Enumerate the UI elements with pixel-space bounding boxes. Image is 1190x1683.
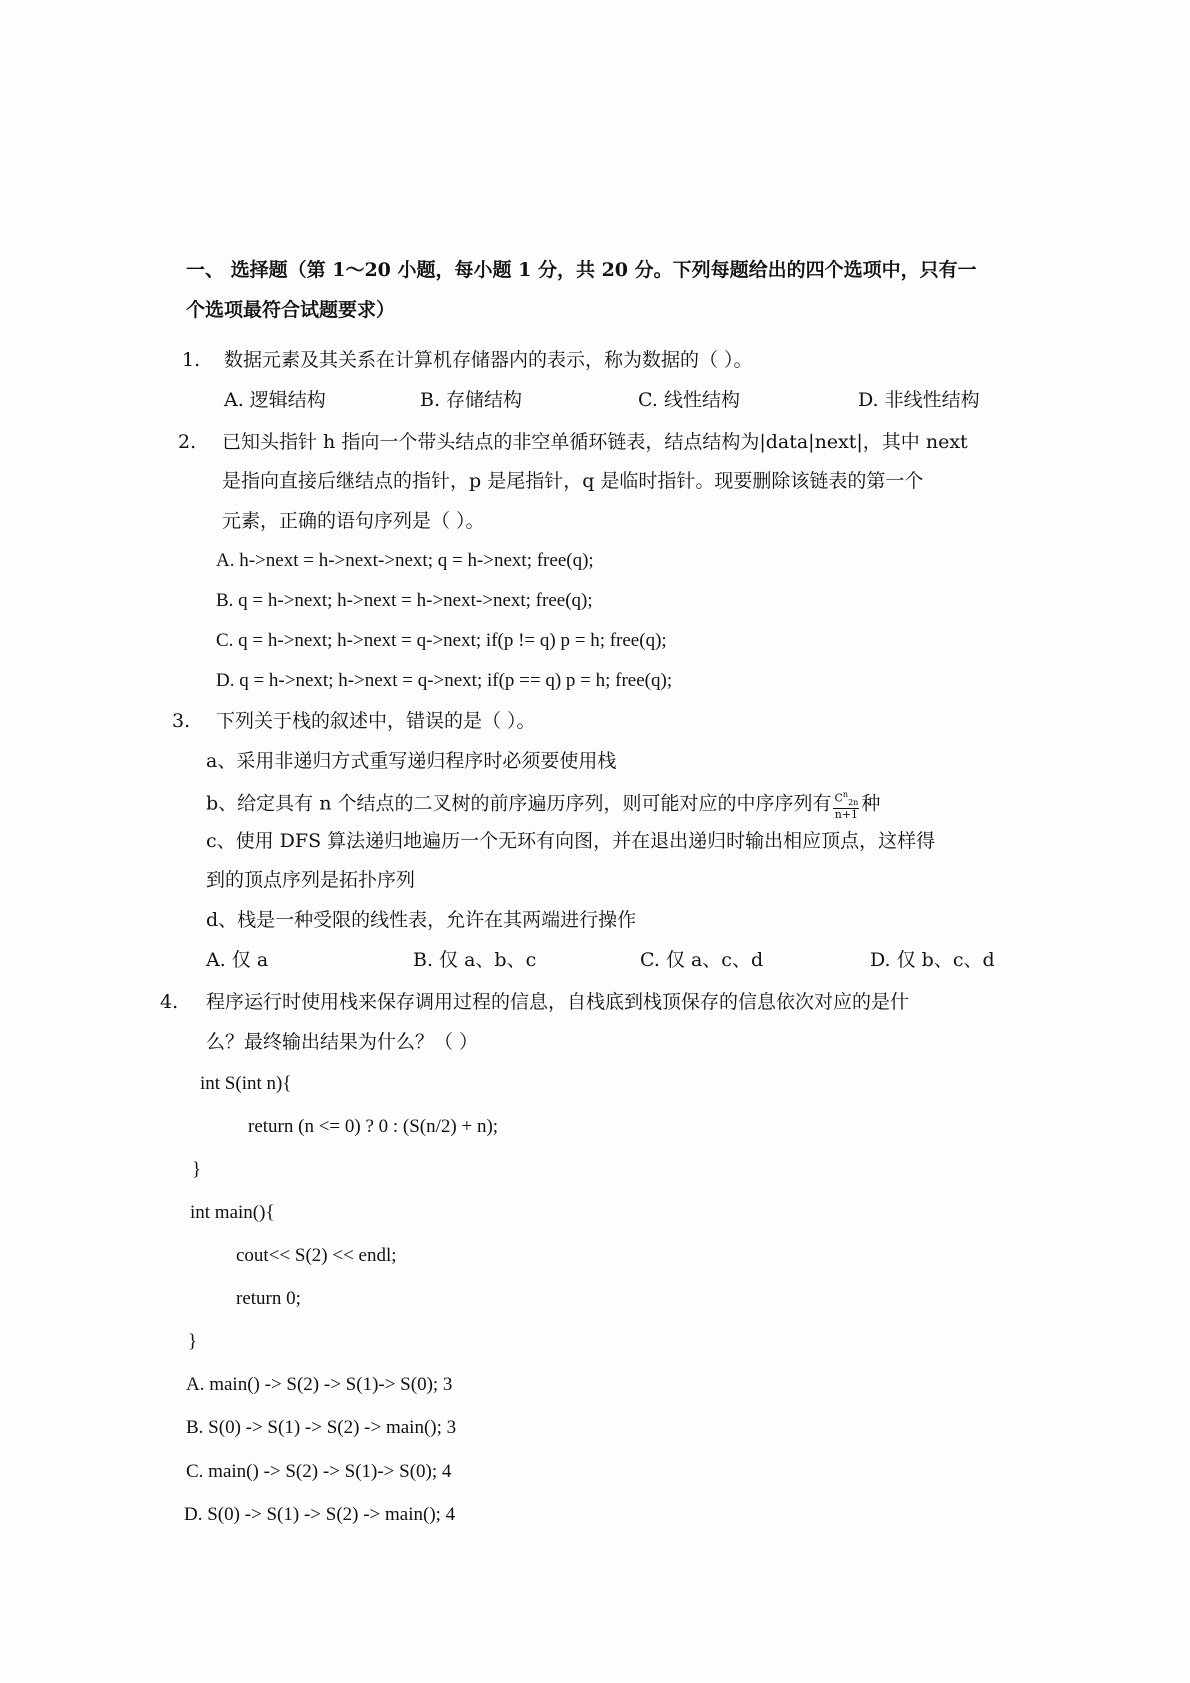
code-line: return (n <= 0) ? 0 : (S(n/2) + n);	[248, 1116, 499, 1137]
q3-option-b: B. 仅 a、b、c	[413, 949, 537, 971]
section-heading-line-1: 一、 选择题（第 1～20 小题，每小题 1 分，共 20 分。下列每题给出的四个选项中，只有一	[186, 259, 977, 281]
q3-item-b-prefix: b、给定具有 n 个结点的二叉树的前序遍历序列，则可能对应的中序序列有	[206, 792, 832, 815]
code-line: cout<< S(2) << endl;	[236, 1245, 397, 1266]
q2-option-a: A. h->next = h->next->next; q = h->next; free(q);	[216, 550, 594, 571]
q2-stem-line-3: 元素，正确的语句序列是（ ）。	[222, 510, 485, 532]
q4-option-a: A. main() -> S(2) -> S(1)-> S(0); 3	[186, 1374, 453, 1395]
q4-number: 4.	[160, 991, 179, 1013]
code-line: }	[192, 1159, 202, 1180]
frac-sub: 2n	[848, 797, 859, 807]
q3-item-b-suffix: 种	[861, 792, 881, 815]
q4-option-b: B. S(0) -> S(1) -> S(2) -> main(); 3	[186, 1417, 457, 1438]
q4-option-d: D. S(0) -> S(1) -> S(2) -> main(); 4	[184, 1504, 456, 1525]
q2-number: 2.	[178, 431, 197, 453]
code-line: return 0;	[236, 1288, 301, 1309]
q2-stem-line-2: 是指向直接后继结点的指针，p 是尾指针，q 是临时指针。现要删除该链表的第一个	[222, 470, 924, 492]
frac-denominator: n+1	[834, 807, 859, 821]
q4-stem-line-1: 程序运行时使用栈来保存调用过程的信息，自栈底到栈顶保存的信息依次对应的是什	[206, 991, 910, 1013]
q1-option-a: A. 逻辑结构	[224, 389, 326, 411]
binomial-fraction	[833, 789, 859, 820]
q3-item-c-line-1: c、使用 DFS 算法递归地遍历一个无环有向图，并在退出递归时输出相应顶点，这样得	[206, 830, 936, 852]
q3-option-a: A. 仅 a	[206, 949, 269, 971]
q3-number: 3.	[172, 710, 191, 732]
q1-number: 1.	[182, 349, 201, 371]
code-line: int S(int n){	[200, 1073, 292, 1094]
q2-option-c: C. q = h->next; h->next = q->next; if(p != q) p = h; free(q);	[216, 630, 667, 651]
q3-item-c-line-2: 到的顶点序列是拓扑序列	[206, 869, 416, 891]
frac-c: C	[834, 791, 843, 805]
q3-stem: 下列关于栈的叙述中，错误的是（ ）。	[216, 710, 536, 732]
q3-item-a: a、采用非递归方式重写递归程序时必须要使用栈	[206, 750, 617, 772]
q4-stem-line-2: 么？最终输出结果为什么？（ ）	[206, 1031, 479, 1053]
q4-option-c: C. main() -> S(2) -> S(1)-> S(0); 4	[186, 1461, 452, 1482]
q2-option-d: D. q = h->next; h->next = q->next; if(p == q) p = h; free(q);	[216, 670, 673, 691]
q1-option-d: D. 非线性结构	[858, 389, 980, 411]
section-heading-line-2: 个选项最符合试题要求）	[186, 299, 396, 321]
q2-option-b: B. q = h->next; h->next = h->next->next; free(q);	[216, 590, 593, 611]
q1-option-c: C. 线性结构	[638, 389, 740, 411]
frac-sup: n	[842, 790, 849, 799]
q2-stem-line-1: 已知头指针 h 指向一个带头结点的非空单循环链表，结点结构为|data|next|，其中 next	[222, 431, 968, 453]
code-line: }	[188, 1331, 198, 1352]
code-line: int main(){	[190, 1202, 275, 1223]
q3-option-c: C. 仅 a、c、d	[640, 949, 764, 971]
q3-option-d: D. 仅 b、c、d	[870, 949, 995, 971]
q1-option-b: B. 存储结构	[420, 389, 523, 411]
q3-item-d: d、栈是一种受限的线性表，允许在其两端进行操作	[206, 909, 637, 931]
q1-stem: 数据元素及其关系在计算机存储器内的表示，称为数据的（ ）。	[224, 349, 753, 371]
q3-item-b	[206, 789, 880, 820]
